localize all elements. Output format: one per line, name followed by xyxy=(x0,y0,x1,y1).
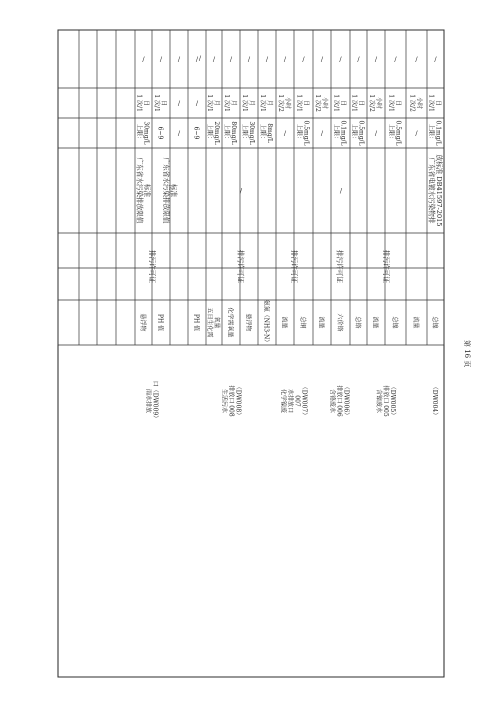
frequency-8 xyxy=(277,94,292,112)
frequency-9-line: 月 xyxy=(266,99,274,107)
frequency-2-line: 1 次/1 xyxy=(387,94,395,112)
outlet-cr-line: 排放口 006 xyxy=(335,385,343,417)
outlet-cr-line: （DW006） xyxy=(342,383,350,419)
remark-dash-9: / xyxy=(265,55,269,64)
frequency-5 xyxy=(333,94,347,112)
frequency-11-line: 月 xyxy=(230,99,238,107)
frequency-0-line: 日 xyxy=(434,99,442,107)
pollutant-4 xyxy=(354,316,362,328)
remark-dash-15: / xyxy=(159,55,163,64)
outlet-cu-line: 化学镍废 xyxy=(279,388,287,414)
pollutant-13-line: PH 值 xyxy=(192,313,200,332)
frequency-5-line: 日 xyxy=(339,99,347,107)
pollutant-12 xyxy=(206,307,221,337)
frequency-2-line: 日 xyxy=(394,99,402,107)
limit-2-line: 0.5mg/L xyxy=(394,120,402,146)
outlet-domestic-line: 生活污水 xyxy=(220,388,228,414)
remark-dash-6: / xyxy=(320,55,324,64)
remark-dash-3: / xyxy=(374,55,378,64)
limit-0 xyxy=(428,120,442,145)
remark-dash-7: / xyxy=(302,55,305,64)
pollutant-16-line: 悬浮物 xyxy=(139,313,147,332)
limit-dash-1: / xyxy=(415,129,418,138)
pollutant-5-line: 六价铬 xyxy=(336,313,344,332)
outlet-domestic-line: （DW008） xyxy=(234,383,242,419)
limit-2-line: 上限： xyxy=(387,123,395,143)
limit-11-line: 上限： xyxy=(223,123,231,143)
outlet-cu-line: 水排放口 xyxy=(286,388,294,414)
limit-10-line: 上限： xyxy=(241,123,249,143)
limit-7-line: 上限： xyxy=(295,123,303,143)
frequency-10 xyxy=(241,94,256,112)
pollutant-16 xyxy=(139,313,147,331)
basis-permit-5 xyxy=(148,250,157,283)
frequency-10-line: 1 次/1 xyxy=(241,94,249,112)
outlet-dw004-line: （DW004） xyxy=(431,383,439,419)
limit-9-line: 8mg/L xyxy=(266,123,274,143)
frequency-dash-13: / xyxy=(195,99,199,108)
basis-permit-3 xyxy=(290,250,299,283)
remark-dash-2: / xyxy=(394,55,397,64)
frequency-4 xyxy=(351,94,365,112)
limit-11-line: 80mg/L xyxy=(230,121,238,145)
limit-dash-8: / xyxy=(283,129,287,138)
outlet-cu-line: （DW007） xyxy=(300,383,308,419)
outlet-dw004 xyxy=(431,384,438,418)
limit-13 xyxy=(193,127,200,140)
pollutant-1 xyxy=(412,316,420,328)
standard-plating-line: 广东省电镀水污染物排 xyxy=(427,157,436,224)
limit-7-line: 0.5mg/L xyxy=(302,120,310,146)
pollutant-15-line: PH 值 xyxy=(156,313,164,332)
limit-15-line: 6~9 xyxy=(156,126,164,140)
standard-water-1-line: 标准 xyxy=(169,183,178,198)
standard-water-1 xyxy=(162,158,179,224)
limit-5-line: 上限： xyxy=(332,123,340,143)
pollutant-12-line: 五日生化需 xyxy=(206,307,214,338)
frequency-8-line: 1 次/2 xyxy=(277,94,285,112)
limit-16 xyxy=(136,121,150,144)
frequency-7-line: 日 xyxy=(302,99,310,107)
limit-9-line: 上限： xyxy=(259,123,267,143)
pollutant-12-line: 氧量 xyxy=(213,316,221,329)
pollutant-11 xyxy=(227,307,235,337)
frequency-15-line: 1 次/1 xyxy=(153,94,161,112)
basis-permit-4-line: 排污许可证 xyxy=(236,250,245,283)
limit-dash-6: / xyxy=(320,129,324,138)
basis-permit-2 xyxy=(336,250,345,283)
pollutant-8-line: 流量 xyxy=(280,316,288,329)
frequency-12-line: 1 次/1 xyxy=(206,94,214,112)
pollutant-7 xyxy=(299,316,307,328)
frequency-9 xyxy=(259,94,274,112)
limit-5 xyxy=(333,120,347,145)
basis-permit-1 xyxy=(382,250,391,283)
standard-water-2 xyxy=(135,158,152,224)
outlet-rain xyxy=(145,381,159,421)
frequency-6-line: 小时 xyxy=(321,96,329,110)
frequency-10-line: 月 xyxy=(248,99,256,107)
limit-12 xyxy=(206,121,220,144)
pollutant-0 xyxy=(431,316,439,328)
pollutant-11-line: 化学需氧量 xyxy=(226,307,234,338)
frequency-4-line: 1 次/1 xyxy=(350,94,358,112)
frequency-1-line: 1 次/2 xyxy=(408,94,416,112)
outlet-cr xyxy=(329,384,350,418)
pollutant-9 xyxy=(263,300,271,346)
limit-10 xyxy=(241,121,255,144)
basis-permit-2-line: 排污许可证 xyxy=(335,250,344,283)
remark-dash-wide: / xyxy=(198,54,202,63)
frequency-1 xyxy=(409,94,424,112)
frequency-16 xyxy=(136,94,150,112)
remark-dash-5: / xyxy=(339,55,342,64)
pollutant-10 xyxy=(245,313,253,331)
remark-dash-16: / xyxy=(142,55,145,64)
limit-10-line: 30mg/L xyxy=(248,121,256,145)
outlet-rain-line: 口（DW009） xyxy=(151,380,159,422)
frequency-8-line: 小时 xyxy=(284,96,292,110)
frequency-16-line: 日 xyxy=(142,99,150,107)
frequency-3 xyxy=(368,94,383,112)
remark-dash-1: / xyxy=(415,55,418,64)
pollutant-0-line: 总镍 xyxy=(431,316,439,329)
outlet-domestic xyxy=(221,384,242,418)
limit-0-line: 上限： xyxy=(427,123,435,143)
frequency-15-line: 日 xyxy=(160,99,168,107)
frequency-12-line: 月 xyxy=(213,99,221,107)
outlet-rain-line: 雨水排放 xyxy=(144,388,152,414)
page-number: 第 16 页 xyxy=(463,340,471,368)
standard-plating xyxy=(427,155,444,227)
remark-dash-0: / xyxy=(434,55,437,64)
frequency-9-line: 1 次/1 xyxy=(259,94,267,112)
frequency-2 xyxy=(388,94,402,112)
outlet-ni xyxy=(375,384,396,418)
outlet-cu-line: 007 xyxy=(293,395,301,407)
limit-9 xyxy=(259,123,273,142)
pollutant-5 xyxy=(336,313,344,331)
frequency-6-line: 1 次/2 xyxy=(314,94,322,112)
frequency-3-line: 1 次/2 xyxy=(368,94,376,112)
standard-water-1-line: 广东省水污染排放限值 xyxy=(161,157,170,224)
limit-dash-14: / xyxy=(177,129,181,138)
frequency-0-line: 1 次/1 xyxy=(427,94,435,112)
basis-permit-1-line: 排污许可证 xyxy=(382,250,391,283)
pollutant-6-line: 流量 xyxy=(317,316,325,329)
standard-dash-1: / xyxy=(339,186,343,195)
basis-permit-5-line: 排污许可证 xyxy=(148,250,157,283)
outlet-domestic-line: 排放口 008 xyxy=(227,385,235,417)
pollutant-9-line: 氨氮（NH3-N） xyxy=(262,299,270,346)
frequency-4-line: 日 xyxy=(357,99,365,107)
frequency-16-line: 1 次/1 xyxy=(135,94,143,112)
remark-dash-11: / xyxy=(229,55,233,64)
outlet-cr-line: 含铬废水 xyxy=(328,388,336,414)
limit-2 xyxy=(388,120,402,145)
remark-dash-8: / xyxy=(283,55,287,64)
remark-dash-12: / xyxy=(212,55,216,64)
limit-16-line: 上限： xyxy=(135,123,143,143)
limit-0-line: 0.1mg/L xyxy=(434,120,442,146)
pollutant-10-line: 悬浮物 xyxy=(244,313,252,332)
limit-12-line: 上限： xyxy=(206,123,214,143)
frequency-1-line: 小时 xyxy=(415,96,423,110)
pollutant-7-line: 总铜 xyxy=(299,316,307,329)
limit-15 xyxy=(157,127,164,140)
limit-12-line: 20mg/L xyxy=(213,121,221,145)
limit-13-line: 6~9 xyxy=(192,126,200,140)
outlet-ni-line: （DW005） xyxy=(389,383,397,419)
table-cells xyxy=(135,54,444,421)
frequency-0 xyxy=(428,94,442,112)
frequency-15 xyxy=(153,94,167,112)
pollutant-6 xyxy=(318,316,326,328)
frequency-3-line: 小时 xyxy=(375,96,383,110)
limit-11 xyxy=(223,121,237,144)
remark-dash-4: / xyxy=(357,55,360,64)
remark-dash-14: / xyxy=(177,55,181,64)
limit-4 xyxy=(351,120,365,145)
pollutant-13 xyxy=(193,314,201,331)
pollutant-4-line: 总铬 xyxy=(354,316,362,329)
frequency-6 xyxy=(314,94,329,112)
basis-permit-3-line: 排污许可证 xyxy=(290,250,299,283)
pollutant-1-line: 流量 xyxy=(412,316,420,329)
pollutant-3-line: 流量 xyxy=(371,316,379,329)
limit-dash-3: / xyxy=(374,129,378,138)
limit-4-line: 上限： xyxy=(350,123,358,143)
pollutant-2-line: 总镍 xyxy=(391,316,399,329)
basis-permit-4 xyxy=(237,250,246,283)
outlet-ni-line: 含镍废水 xyxy=(375,388,383,414)
remark-dash-13: / xyxy=(195,55,199,64)
pollutant-8 xyxy=(281,316,289,328)
standard-water-2-line: 广东省水污染排放限值 xyxy=(135,157,144,224)
pollutant-2 xyxy=(391,316,399,328)
frequency-11 xyxy=(223,94,238,112)
outlet-cu xyxy=(280,384,308,418)
standard-plating-line: 放标准 DB41597-2015 xyxy=(435,154,443,227)
outlet-ni-line: 排放口 005 xyxy=(382,385,390,417)
frequency-5-line: 1 次/1 xyxy=(332,94,340,112)
standard-water-2-line: 标准 xyxy=(143,183,151,198)
frequency-7-line: 1 次/1 xyxy=(295,94,303,112)
frequency-dash-14: / xyxy=(177,99,181,108)
limit-5-line: 0.1mg/L xyxy=(339,120,347,146)
limit-16-line: 30mg/L xyxy=(142,121,150,145)
limit-7 xyxy=(296,120,310,145)
standard-dash-2: / xyxy=(239,186,243,195)
limit-4-line: 0.5mg/L xyxy=(357,120,365,146)
pollutant-3 xyxy=(372,316,380,328)
frequency-7 xyxy=(296,94,310,112)
frequency-11-line: 1 次/1 xyxy=(223,94,231,112)
remark-dash-10: / xyxy=(247,55,251,64)
frequency-12 xyxy=(206,94,221,112)
pollutant-15 xyxy=(157,314,165,331)
